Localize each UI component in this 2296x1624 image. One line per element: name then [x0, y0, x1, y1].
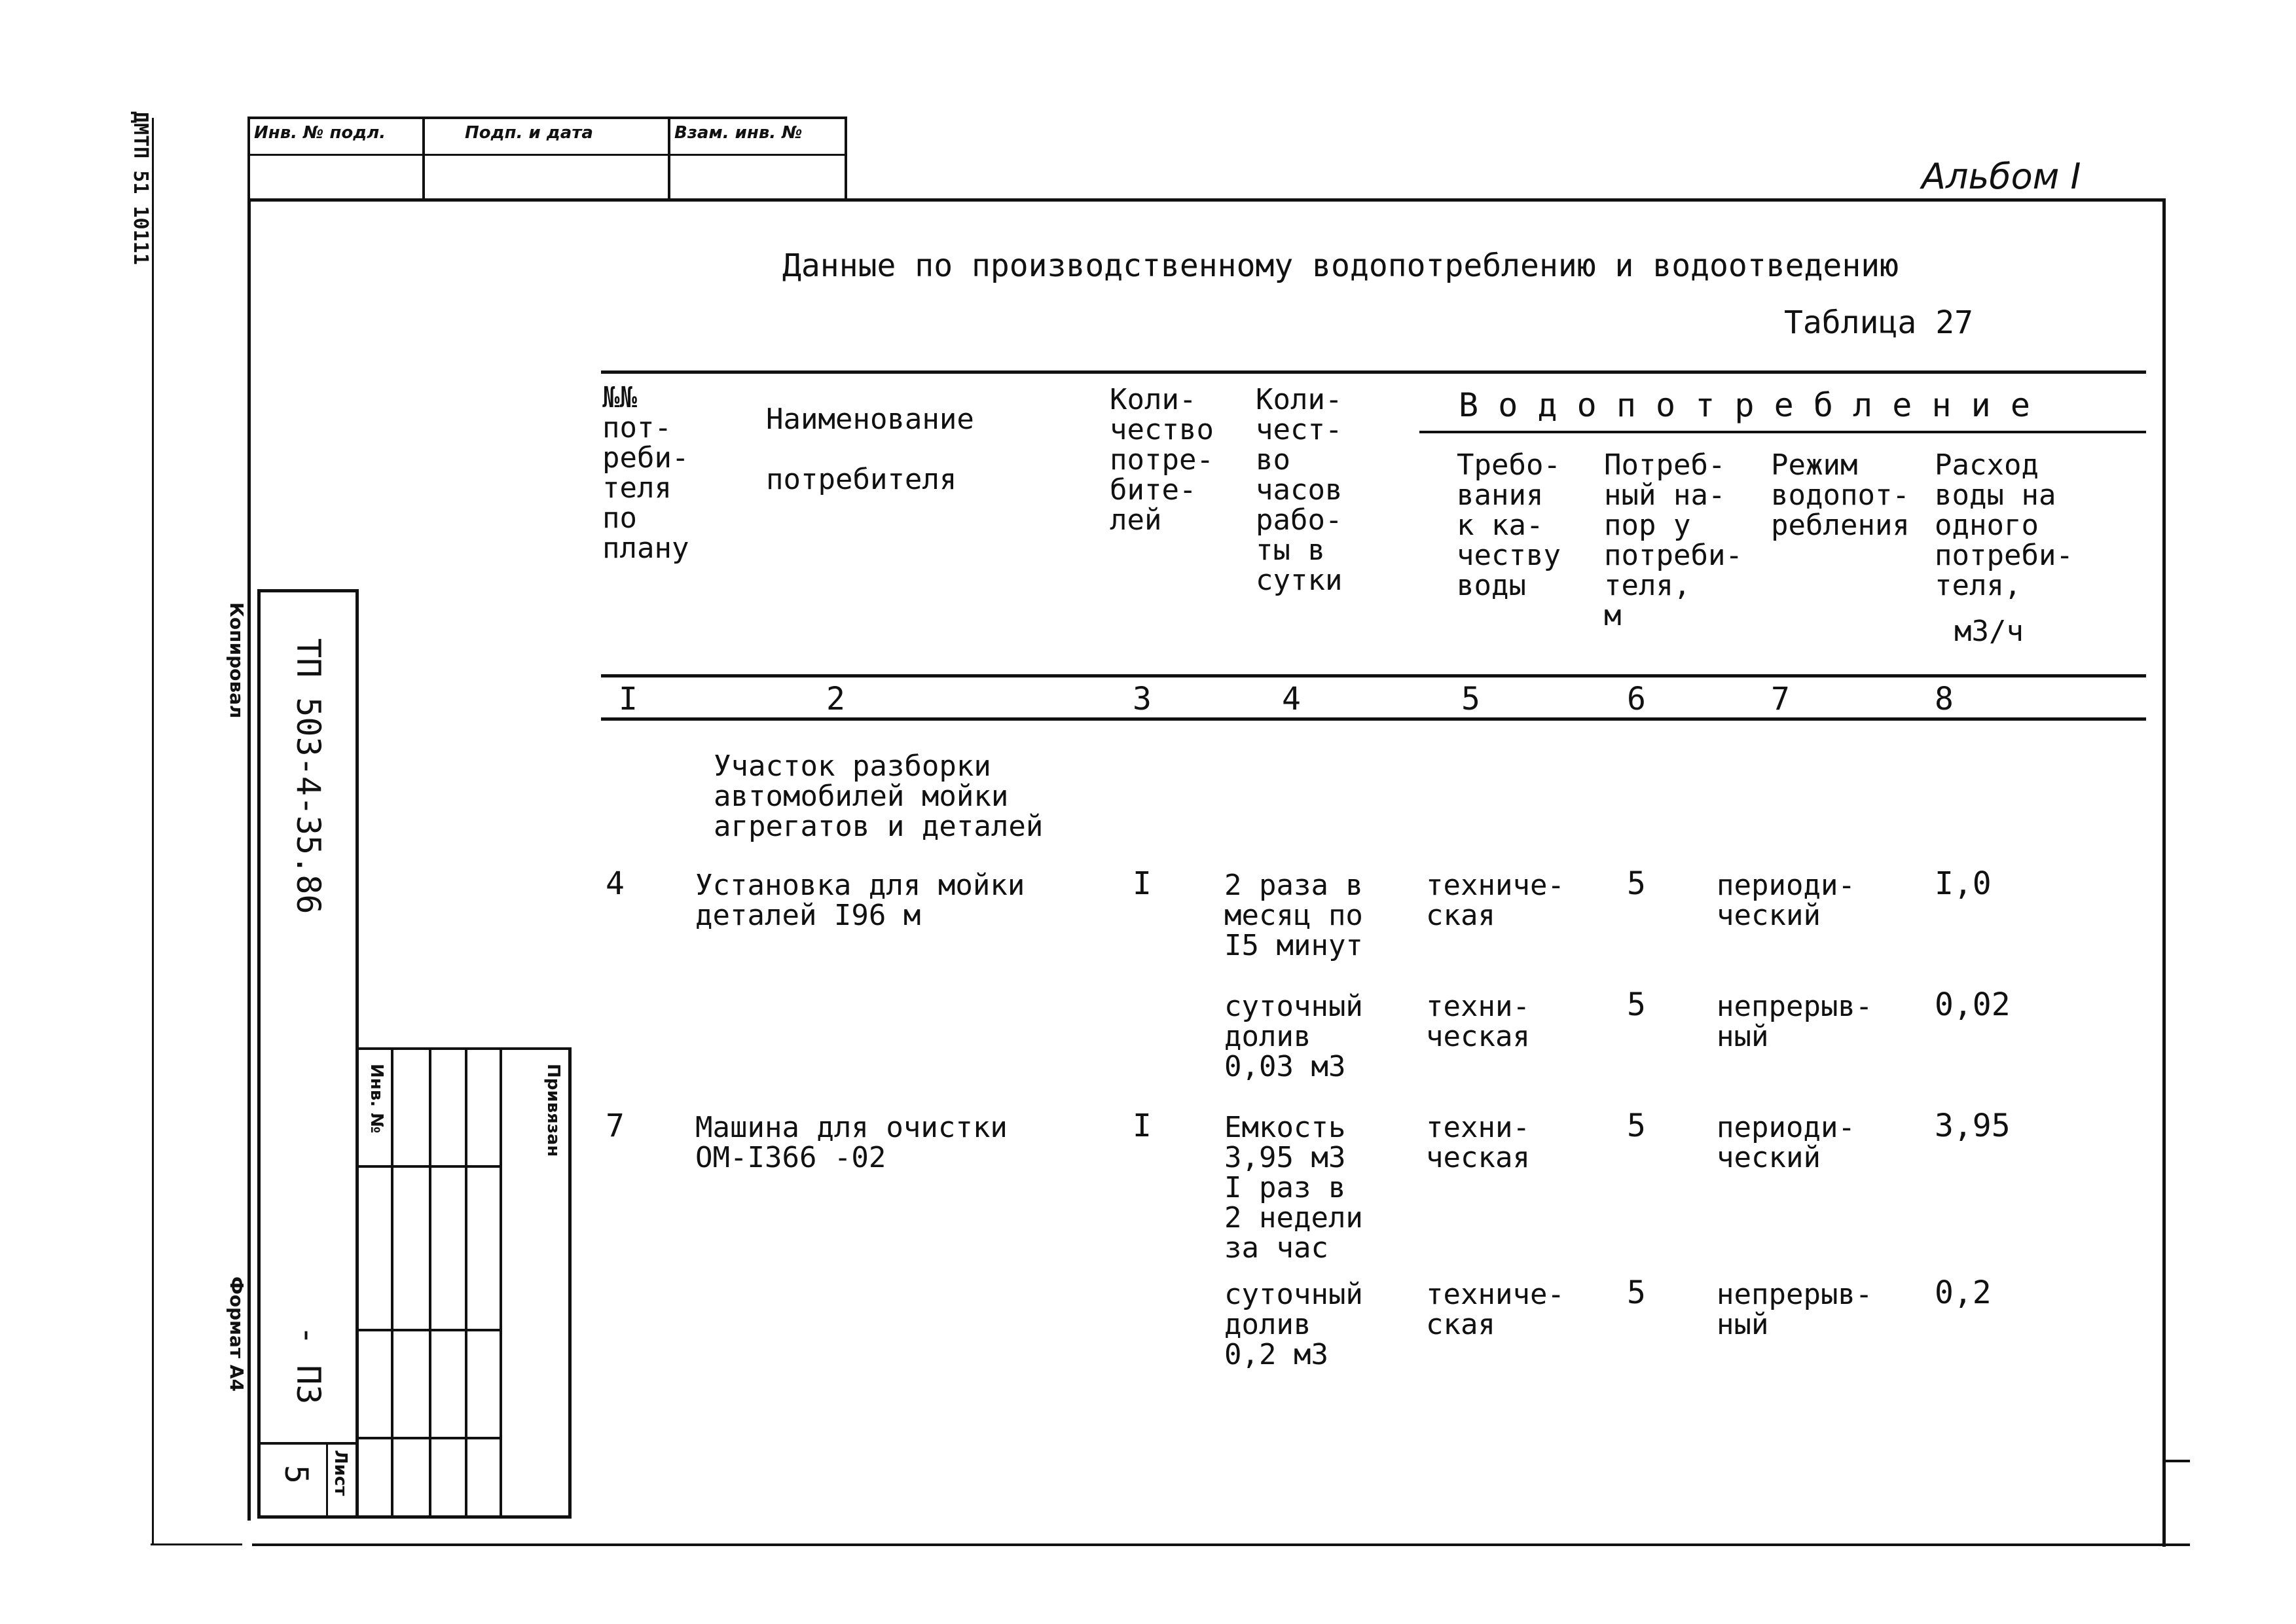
col-number: 5	[1461, 681, 1480, 717]
row-mode: непрерыв- ный	[1717, 990, 1873, 1053]
col-number: 7	[1771, 681, 1790, 717]
side-sheet-number: 5	[278, 1465, 314, 1484]
header-col7: Режим водопот- ребления	[1771, 448, 1910, 542]
page-title: Данные по производственному водопотреблению и водоотведению	[782, 247, 1899, 284]
header-col3: Коли- чество потре- бите- лей	[1110, 383, 1214, 537]
frame-left	[247, 198, 251, 1521]
row-hours: суточный долив 0,03 м3	[1224, 990, 1363, 1083]
col-number: I	[619, 681, 638, 717]
row-hours: Емкость 3,95 м3 I раз в 2 недели за час	[1224, 1111, 1363, 1265]
header-col2: Наименование потребителя	[766, 403, 974, 496]
row-flow: 3,95	[1935, 1108, 2011, 1144]
margin-copied: Копировал	[226, 602, 247, 719]
header-col8: Расход воды на одного потреби- теля,	[1935, 448, 2073, 602]
row-head: 5	[1627, 1108, 1646, 1144]
row-mode: периоди- ческий	[1717, 869, 1855, 932]
header-col6: Потреб- ный на- пор у потреби- теля, м	[1604, 448, 1743, 632]
frame-right	[2162, 198, 2166, 1547]
side-part: - ПЗ	[289, 1326, 327, 1405]
row-qty: I	[1133, 865, 1152, 902]
row-hours: суточный долив 0,2 м3	[1224, 1278, 1363, 1371]
side-doc-code: ТП 503-4-35.86	[289, 638, 327, 914]
stamp-inv-podl: Инв. № подл.	[254, 123, 386, 143]
header-col1: №№ пот- реби- теля по плану	[602, 381, 689, 565]
side-linked: Привязан	[543, 1064, 563, 1157]
col-number: 2	[826, 681, 845, 717]
row-mode: непрерыв- ный	[1717, 1278, 1873, 1341]
row-quality: техниче- ская	[1426, 869, 1565, 932]
header-col5: Требо- вания к ка- честву воды	[1457, 448, 1561, 602]
row-flow: I,0	[1935, 865, 1992, 902]
stamp-vzam-inv: Взам. инв. №	[674, 123, 803, 143]
col-number: 3	[1133, 681, 1152, 717]
row-flow: 0,02	[1935, 986, 2011, 1023]
row-head: 5	[1627, 1274, 1646, 1311]
col-number: 4	[1282, 681, 1301, 717]
row-head: 5	[1627, 986, 1646, 1023]
table-label: Таблица 27	[1784, 304, 1973, 341]
row-quality: техниче- ская	[1426, 1278, 1565, 1341]
margin-format: Формат А4	[226, 1276, 247, 1392]
header-col8-unit: м3/ч	[1954, 615, 2024, 648]
side-sheet-label: Лист	[331, 1450, 350, 1496]
header-col4: Коли- чест- во часов рабо- ты в сутки	[1256, 383, 1343, 597]
row-qty: I	[1133, 1108, 1152, 1144]
row-quality: техни- ческая	[1426, 990, 1530, 1053]
row-head: 5	[1627, 865, 1646, 902]
row-no: 4	[606, 865, 625, 902]
side-inv-no: Инв. №	[367, 1064, 386, 1134]
row-quality: техни- ческая	[1426, 1111, 1530, 1174]
album-label: Альбом I	[1922, 156, 2081, 197]
row-no: 7	[606, 1108, 625, 1144]
col-number: 6	[1627, 681, 1646, 717]
row-hours: 2 раза в месяц по I5 минут	[1224, 869, 1363, 962]
row-mode: периоди- ческий	[1717, 1111, 1855, 1174]
group-header: В о д о п о т р е б л е н и е	[1459, 386, 2030, 424]
section-heading: Участок разборки автомобилей мойки агрегатов и деталей	[714, 749, 1044, 843]
row-flow: 0,2	[1935, 1274, 1992, 1311]
margin-code: ДМТП 51 10111	[129, 111, 152, 265]
row-name: Машина для очистки ОМ-I366 -02	[695, 1111, 1008, 1174]
col-number: 8	[1935, 681, 1954, 717]
stamp-podp-data: Подп. и дата	[465, 123, 593, 143]
row-name: Установка для мойки деталей I96 м	[695, 869, 1025, 932]
